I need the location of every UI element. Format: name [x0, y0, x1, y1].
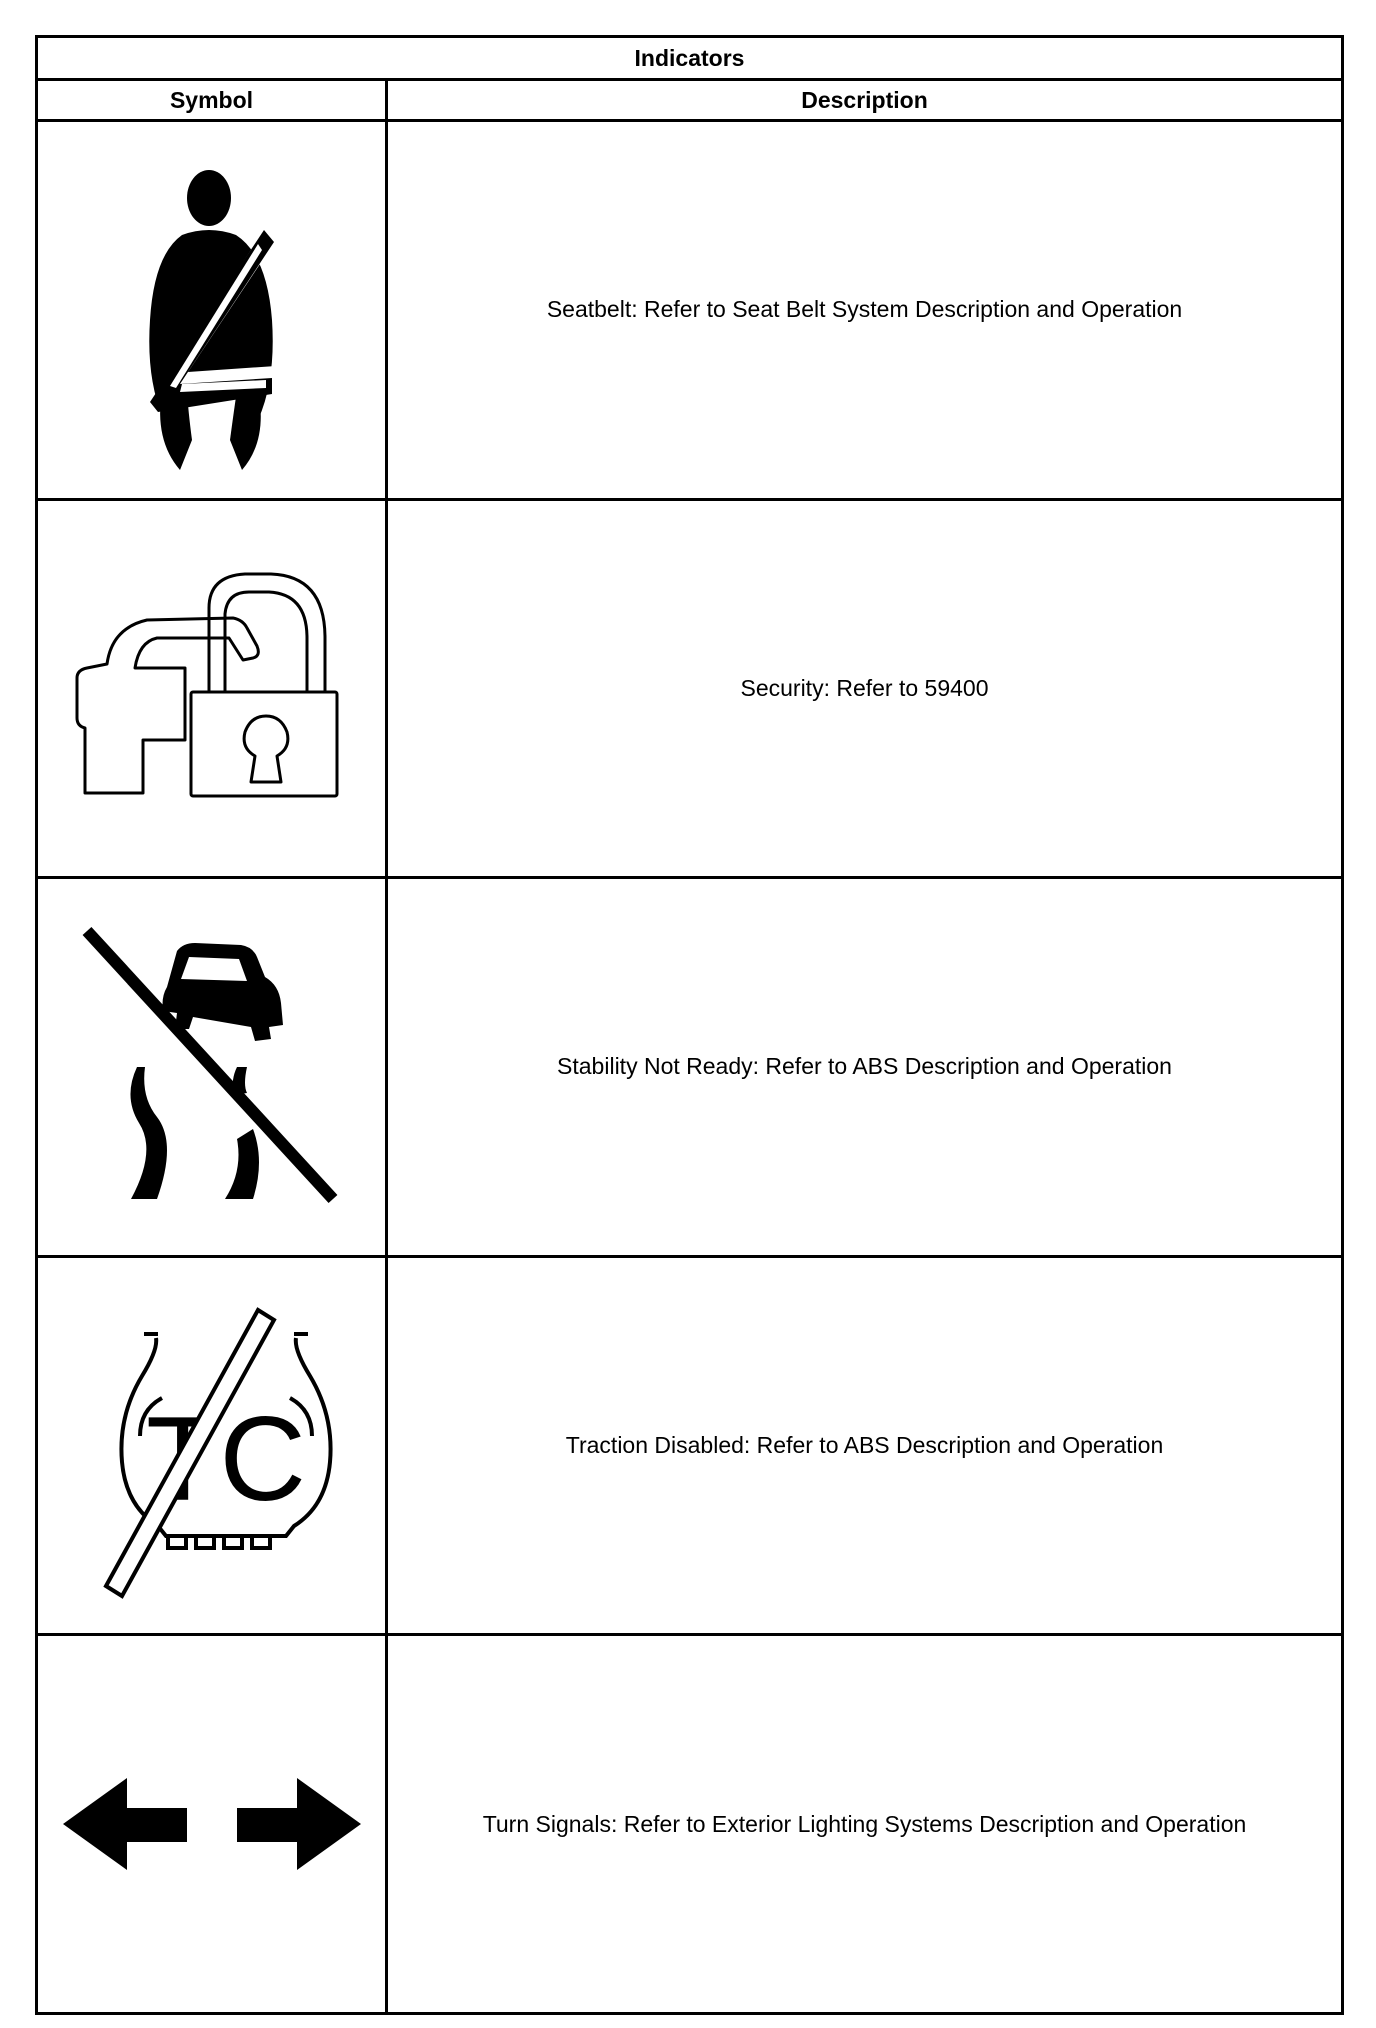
description-cell: Seatbelt: Refer to Seat Belt System Description and Operation	[387, 121, 1343, 500]
traction-disabled-icon	[62, 1286, 362, 1606]
symbol-cell	[37, 878, 387, 1257]
table-row	[37, 1635, 1343, 2014]
tc-label: TC	[145, 1391, 306, 1526]
table-title: Indicators	[37, 37, 1343, 80]
table-row	[37, 121, 1343, 500]
description-cell: Turn Signals: Refer to Exterior Lighting Systems Description and Operation	[387, 1635, 1343, 2014]
symbol-cell	[37, 121, 387, 500]
turn-signals-icon	[57, 1764, 367, 1884]
column-header-description: Description	[387, 80, 1343, 121]
left-arrow-icon	[63, 1778, 187, 1870]
description-cell: Stability Not Ready: Refer to ABS Description and Operation	[387, 878, 1343, 1257]
column-header-symbol: Symbol	[37, 80, 387, 121]
stability-not-ready-icon	[57, 917, 367, 1217]
indicators-table	[35, 35, 1344, 2015]
description-cell: Security: Refer to 59400	[387, 499, 1343, 878]
table-row	[37, 499, 1343, 878]
symbol-cell	[37, 1635, 387, 2014]
right-arrow-icon	[237, 1778, 361, 1870]
seatbelt-icon	[62, 140, 362, 480]
symbol-cell	[37, 1256, 387, 1635]
security-lock-icon	[57, 568, 367, 808]
symbol-cell	[37, 499, 387, 878]
indicators-sheet	[35, 35, 1341, 2015]
table-row	[37, 878, 1343, 1257]
table-row	[37, 1256, 1343, 1635]
description-cell: Traction Disabled: Refer to ABS Description and Operation	[387, 1256, 1343, 1635]
